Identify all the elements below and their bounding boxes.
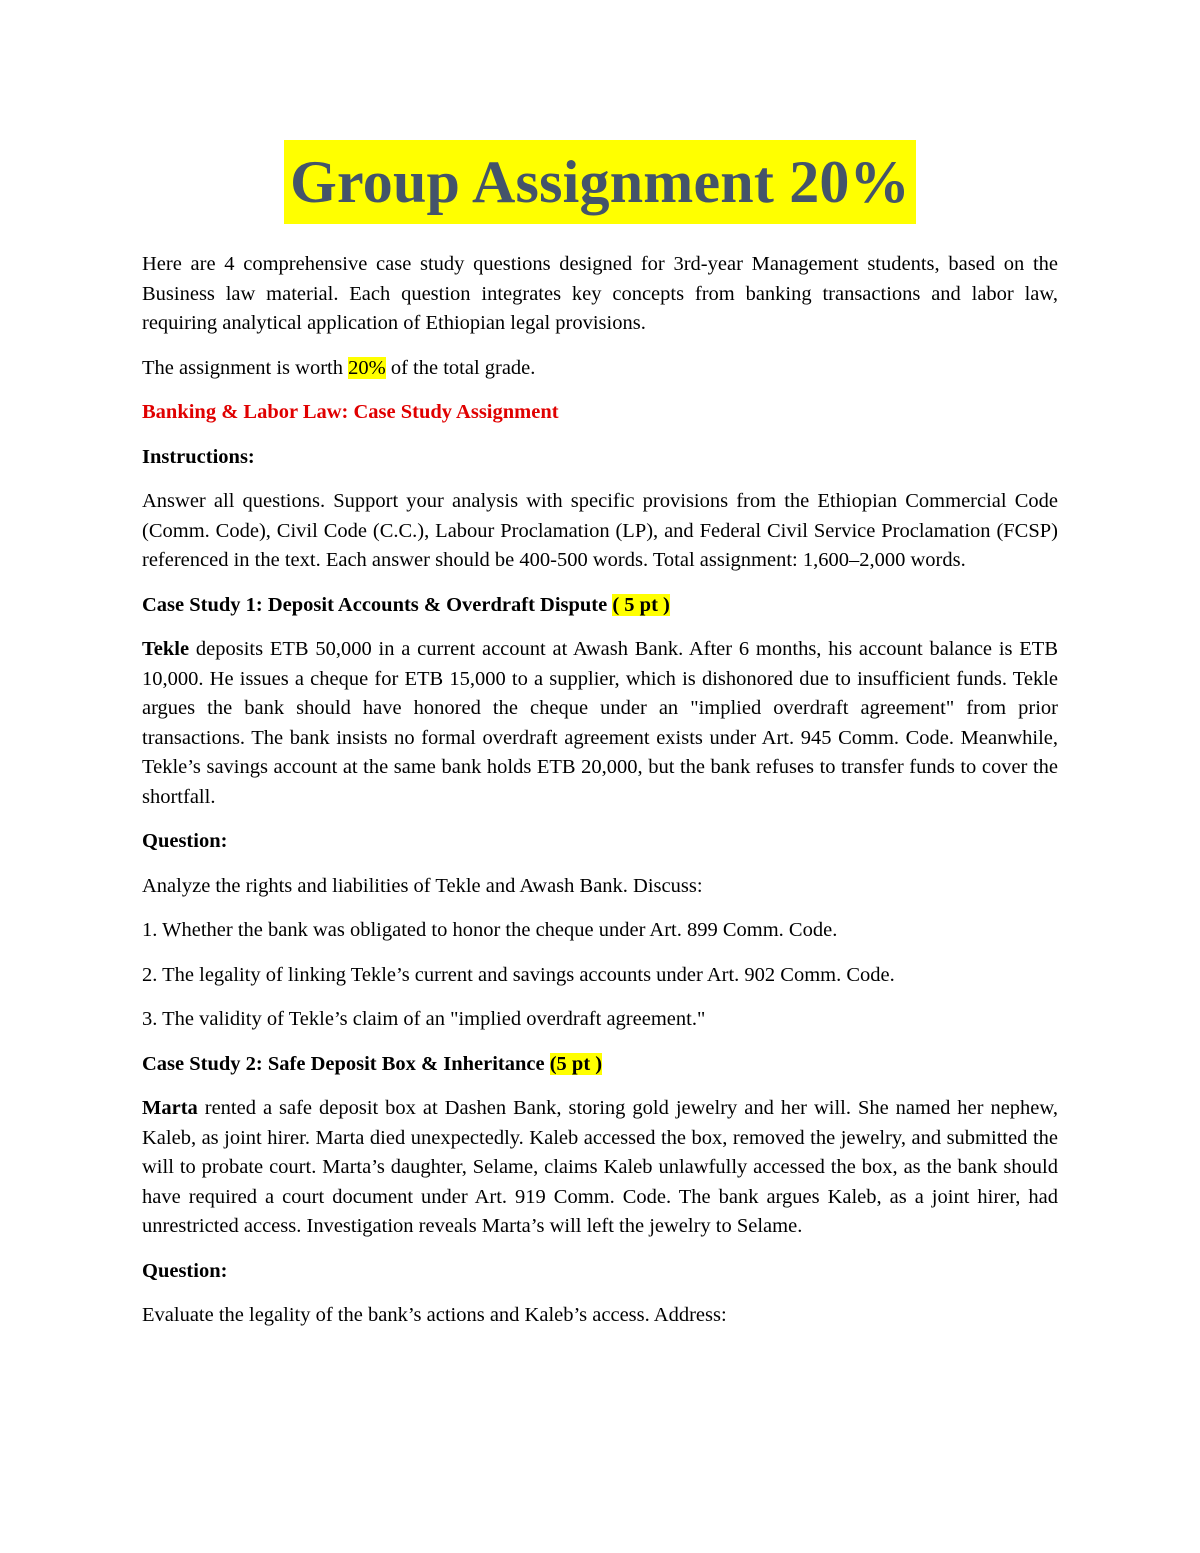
case2-question: Evaluate the legality of the bank’s actions and Kaleb’s access. Address: <box>142 1304 727 1326</box>
case1-heading <box>142 591 1058 621</box>
case1-question-label: Question: <box>142 830 228 852</box>
document-title: Group Assignment 20% <box>284 140 916 224</box>
instructions-heading: Instructions: <box>142 445 255 468</box>
case1-body-text: deposits ETB 50,000 in a current account at Awash Bank. After 6 months, his account balance is ETB 10,000. He issues a cheque for ETB 15,000 to a supplier, which is dishonored due to insufficient funds. Tekle argues the bank should have honored the cheque under an "implied overdraft agreement" from prior transactions. The bank insists no formal overdraft agreement exists under Art. 945 Comm. Code. Meanwhile, Tekle’s savings account at the same bank holds ETB 20,000, but the bank refuses to transfer funds to cover the shortfall. <box>142 638 1058 808</box>
worth-before: The assignment is worth <box>142 356 349 379</box>
case1-points: ( 5 pt ) <box>612 593 670 616</box>
worth-paragraph <box>142 354 1058 384</box>
intro-paragraph: Here are 4 comprehensive case study questions designed for 3rd-year Management students, based on the Business law material. Each question integrates key concepts from banking transactions and labor law, requiring analytical application of Ethiopian legal provisions. <box>142 253 1058 334</box>
case1-item-2: 2. The legality of linking Tekle’s current and savings accounts under Art. 902 Comm. Code. <box>142 963 895 986</box>
case2-body <box>142 1094 1058 1242</box>
case1-question: Analyze the rights and liabilities of Tekle and Awash Bank. Discuss: <box>142 874 703 897</box>
title-block <box>142 140 1058 224</box>
case2-heading-text: Case Study 2: Safe Deposit Box & Inheritance <box>142 1052 550 1075</box>
case2-points: (5 pt ) <box>549 1052 603 1075</box>
case2-heading <box>142 1050 1058 1080</box>
document-page <box>142 140 1058 1346</box>
case1-name: Tekle <box>142 638 190 660</box>
case2-body-text: rented a safe deposit box at Dashen Bank, storing gold jewelry and her will. She named her nephew, Kaleb, as joint hirer. Marta died unexpectedly. Kaleb accessed the box, removed the jewelry, and submitted the will to probate court. Marta’s daughter, Selame, claims Kaleb unlawfully accessed the box, as the bank should have required a court document under Art. 919 Comm. Code. The bank argues Kaleb, as a joint hirer, had unrestricted access. Investigation reveals Marta’s will left the jewelry to Selame. <box>142 1097 1058 1237</box>
case1-body <box>142 635 1058 812</box>
worth-highlight: 20% <box>348 356 386 379</box>
case1-item-3: 3. The validity of Tekle’s claim of an "implied overdraft agreement." <box>142 1008 706 1030</box>
instructions-text: Answer all questions. Support your analysis with specific provisions from the Ethiopian Commercial Code (Comm. Code), Civil Code (C.C.), Labour Proclamation (LP), and Federal Civil Service Proclamation (FCSP) referenced in the text. Each answer should be 400-500 words. Total assignment: 1,600–2,000 words. <box>142 490 1058 571</box>
case2-name: Marta <box>142 1097 198 1119</box>
case2-question-label: Question: <box>142 1259 228 1282</box>
case1-item-1: 1. Whether the bank was obligated to honor the cheque under Art. 899 Comm. Code. <box>142 919 838 941</box>
assignment-heading: Banking & Labor Law: Case Study Assignment <box>142 401 559 423</box>
case1-heading-text: Case Study 1: Deposit Accounts & Overdraft Dispute <box>142 593 613 616</box>
worth-after: of the total grade. <box>385 356 536 379</box>
